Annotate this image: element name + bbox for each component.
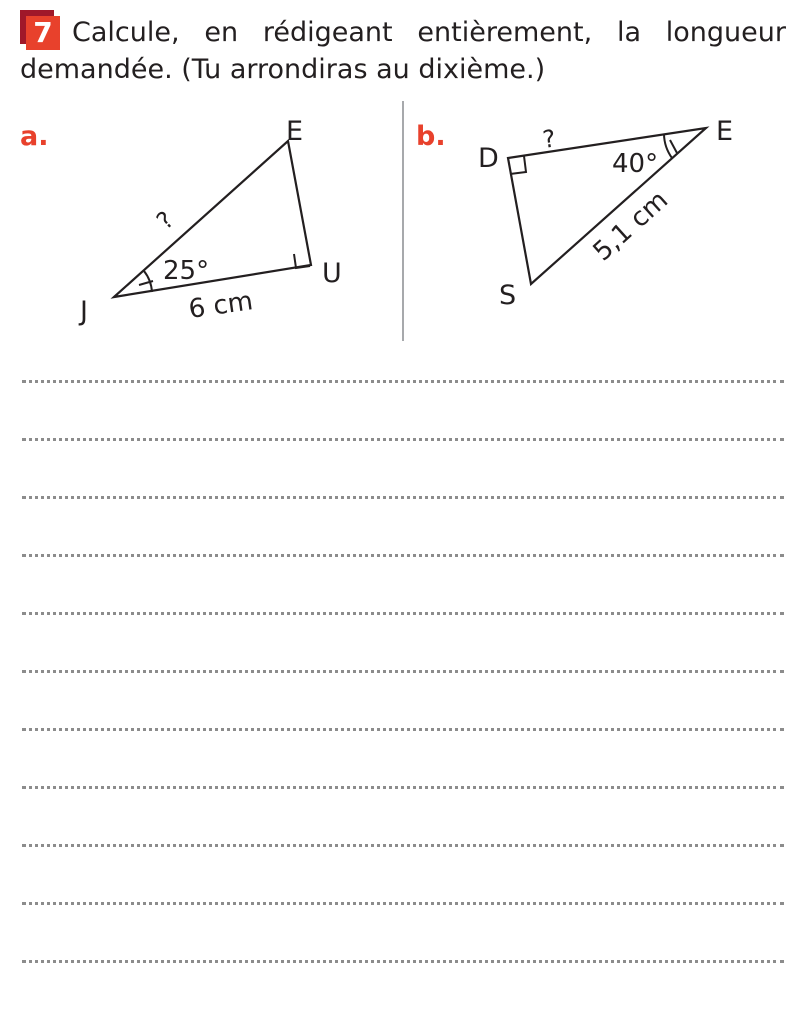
angle-arc-e [664, 134, 672, 158]
figure-b [0, 0, 803, 360]
answer-line[interactable] [22, 670, 784, 673]
instruction-text: Calcule, en rédigeant entièrement, la longueur demandée. (Tu arrondiras au dixième.) [20, 17, 786, 85]
answer-line[interactable] [22, 438, 784, 441]
vertex-u: U [322, 258, 342, 289]
vertex-s: S [499, 280, 517, 311]
answer-line[interactable] [22, 496, 784, 499]
angle-value-a: 25° [163, 256, 210, 286]
side-je-unknown: ? [151, 205, 180, 236]
angle-value-b: 40° [612, 149, 659, 179]
vertex-j: J [80, 296, 88, 327]
answer-line[interactable] [22, 554, 784, 557]
side-se-length: 5,1 cm [587, 185, 675, 268]
answer-lines [22, 380, 784, 1018]
answer-line[interactable] [22, 844, 784, 847]
vertex-e-b: E [716, 116, 734, 147]
answer-line[interactable] [22, 728, 784, 731]
figure-b-label: b. [416, 121, 446, 152]
side-de-unknown: ? [540, 124, 558, 154]
angle-tick-e [670, 140, 677, 153]
answer-line[interactable] [22, 902, 784, 905]
answer-line[interactable] [22, 380, 784, 383]
side-ju-length: 6 cm [186, 286, 255, 325]
answer-line[interactable] [22, 960, 784, 963]
vertex-e-a: E [286, 116, 304, 147]
vertex-d: D [478, 143, 499, 174]
answer-line[interactable] [22, 612, 784, 615]
figure-a-label: a. [20, 121, 49, 152]
right-angle-mark-d [510, 156, 526, 174]
answer-line[interactable] [22, 786, 784, 789]
exercise-number: 7 [26, 16, 60, 50]
